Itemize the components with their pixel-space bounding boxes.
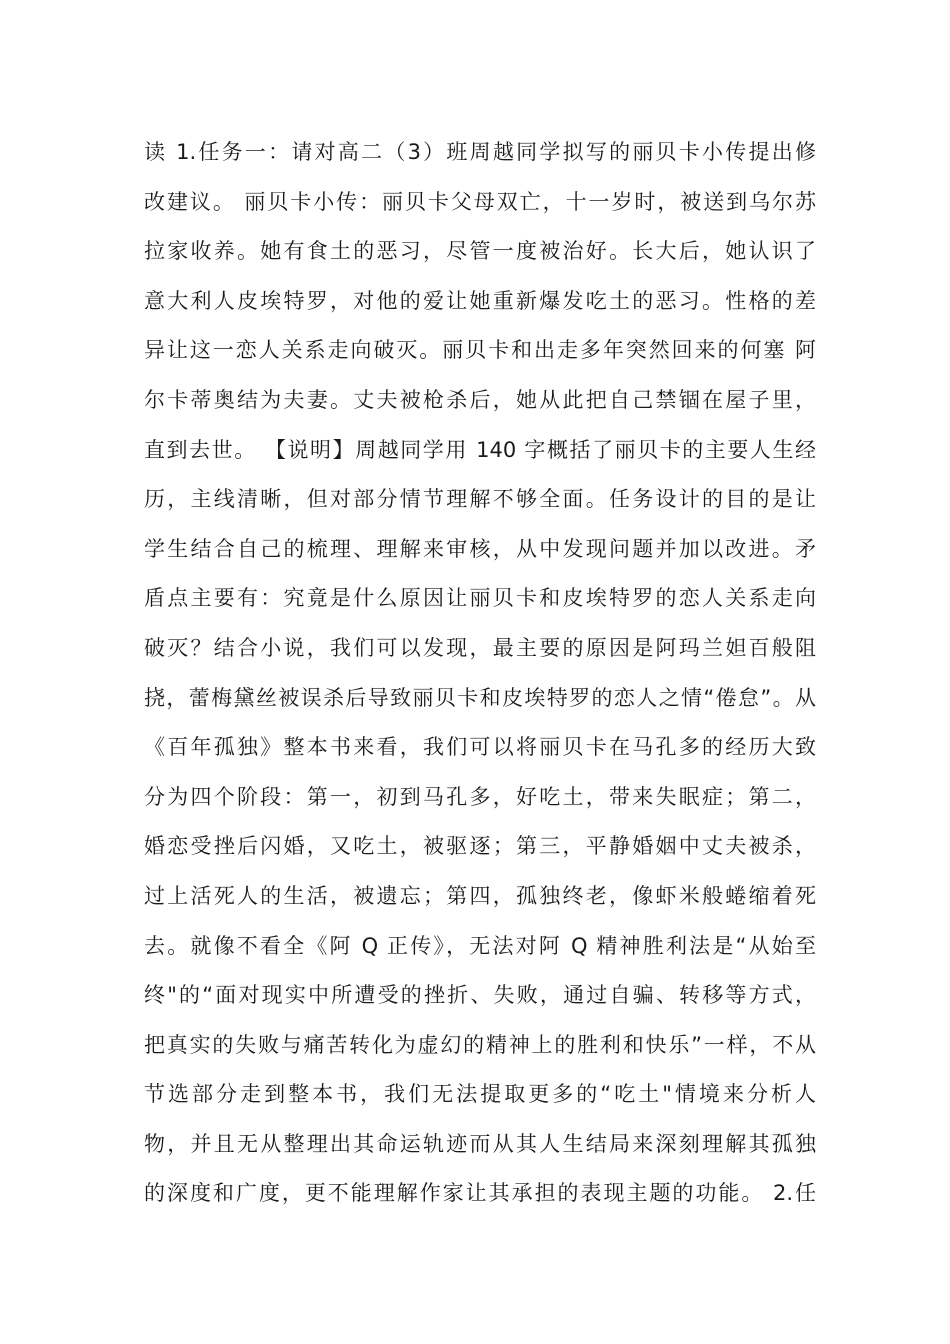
text-line: 改建议。 丽贝卡小传：丽贝卡父母双亡，十一岁时，被送到乌尔苏 [144, 189, 816, 214]
body-text [144, 128, 816, 1219]
text-line: 物，并且无从整理出其命运轨迹而从其人生结局来深刻理解其孤独 [144, 1131, 816, 1156]
text-line: 节选部分走到整本书，我们无法提取更多的“吃土"情境来分析人 [144, 1082, 816, 1107]
text-line: 拉家收养。她有食土的恶习，尽管一度被治好。长大后，她认识了 [144, 239, 816, 264]
text-line: 去。就像不看全《阿 Q 正传》，无法对阿 Q 精神胜利法是“从始至 [144, 933, 816, 958]
text-line: 终"的“面对现实中所遭受的挫折、失败，通过自骗、转移等方式， [144, 983, 816, 1008]
text-line: 分为四个阶段：第一，初到马孔多，好吃土，带来失眠症；第二， [144, 784, 816, 809]
text-line: 尔卡蒂奥结为夫妻。丈夫被枪杀后，她从此把自己禁锢在屋子里， [144, 387, 816, 412]
text-line: 的深度和广度，更不能理解作家让其承担的表现主题的功能。 2.任 [144, 1181, 816, 1206]
text-line: 破灭？结合小说，我们可以发现，最主要的原因是阿玛兰妲百般阻 [144, 635, 816, 660]
text-line: 学生结合自己的梳理、理解来审核，从中发现问题并加以改进。矛 [144, 536, 816, 561]
text-line: 意大利人皮埃特罗，对他的爱让她重新爆发吃土的恶习。性格的差 [144, 288, 816, 313]
text-line: 读 1.任务一：请对高二（3）班周越同学拟写的丽贝卡小传提出修 [144, 140, 816, 164]
text-line: 过上活死人的生活，被遗忘；第四，孤独终老，像虾米般蜷缩着死 [144, 883, 816, 908]
text-line: 挠，蕾梅黛丝被误杀后导致丽贝卡和皮埃特罗的恋人之情“倦怠”。从 [144, 685, 816, 710]
text-line: 异让这一恋人关系走向破灭。丽贝卡和出走多年突然回来的何塞 阿 [144, 338, 816, 363]
text-line: 婚恋受挫后闪婚，又吃土，被驱逐；第三，平静婚姻中丈夫被杀， [144, 834, 816, 859]
text-line: 直到去世。 【说明】周越同学用 140 字概括了丽贝卡的主要人生经 [144, 437, 816, 462]
text-line: 《百年孤独》整本书来看，我们可以将丽贝卡在马孔多的经历大致 [144, 735, 816, 760]
text-line: 盾点主要有：究竟是什么原因让丽贝卡和皮埃特罗的恋人关系走向 [144, 586, 816, 611]
text-line: 把真实的失败与痛苦转化为虚幻的精神上的胜利和快乐”一样，不从 [144, 1032, 816, 1057]
text-line: 历，主线清晰，但对部分情节理解不够全面。任务设计的目的是让 [144, 487, 816, 512]
